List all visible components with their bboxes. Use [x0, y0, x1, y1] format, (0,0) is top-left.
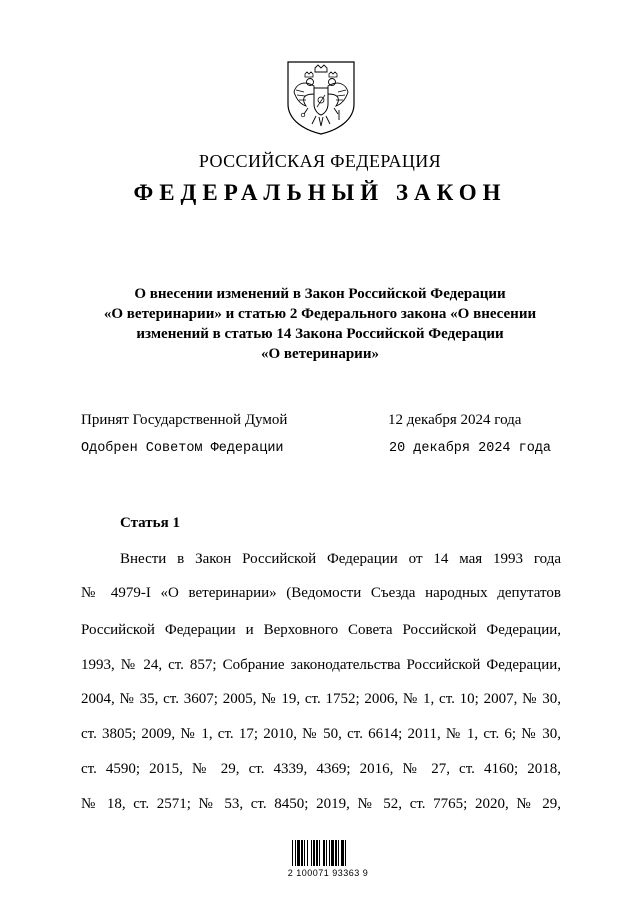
article-text-line: Внести в Закон Российской Федерации от 14 мая 1993 года: [120, 551, 561, 567]
barcode-number: 2 100071 93363 9: [287, 868, 369, 878]
article-text-line: № 4979-I «О ветеринарии» (Ведомости Съезда народных депутатов: [81, 585, 561, 601]
article-text-line: Российской Федерации и Верховного Совета Российской Федерации,: [81, 622, 561, 638]
law-title: [90, 284, 550, 364]
country-name: РОССИЙСКАЯ ФЕДЕРАЦИЯ: [198, 151, 442, 171]
coat-of-arms-icon: [286, 60, 356, 136]
article-heading: Статья 1: [120, 515, 180, 531]
article-text-line: 1993, № 24, ст. 857; Собрание законодательства Российской Федерации,: [81, 657, 561, 673]
article-text-line: ст. 3805; 2009, № 1, ст. 17; 2010, № 50, ст. 6614; 2011, № 1, ст. 6; № 30,: [81, 726, 561, 742]
document-type: ФЕДЕРАЛЬНЫЙ ЗАКОН: [133, 180, 507, 205]
council-approval-label: Одобрен Советом Федерации: [81, 441, 284, 456]
article-text-line: 2004, № 35, ст. 3607; 2005, № 19, ст. 1752; 2006, № 1, ст. 10; 2007, № 30,: [81, 691, 561, 707]
duma-adoption-label: Принят Государственной Думой: [81, 412, 288, 428]
article-text-line: № 18, ст. 2571; № 53, ст. 8450; 2019, № 52, ст. 7765; 2020, № 29,: [81, 796, 561, 812]
law-title-line: изменений в статью 14 Закона Российской Федерации: [136, 326, 504, 342]
law-title-line: «О ветеринарии» и статью 2 Федерального закона «О внесении: [103, 306, 537, 322]
duma-adoption-date: 12 декабря 2024 года: [388, 412, 522, 428]
barcode-icon: [292, 840, 364, 866]
article-text-line: ст. 4590; 2015, № 29, ст. 4339, 4369; 2016, № 27, ст. 4160; 2018,: [81, 761, 561, 777]
council-approval-date: 20 декабря 2024 года: [389, 441, 552, 456]
law-title-line: О внесении изменений в Закон Российской Федерации: [134, 286, 506, 302]
law-title-line: «О ветеринарии»: [261, 346, 379, 362]
